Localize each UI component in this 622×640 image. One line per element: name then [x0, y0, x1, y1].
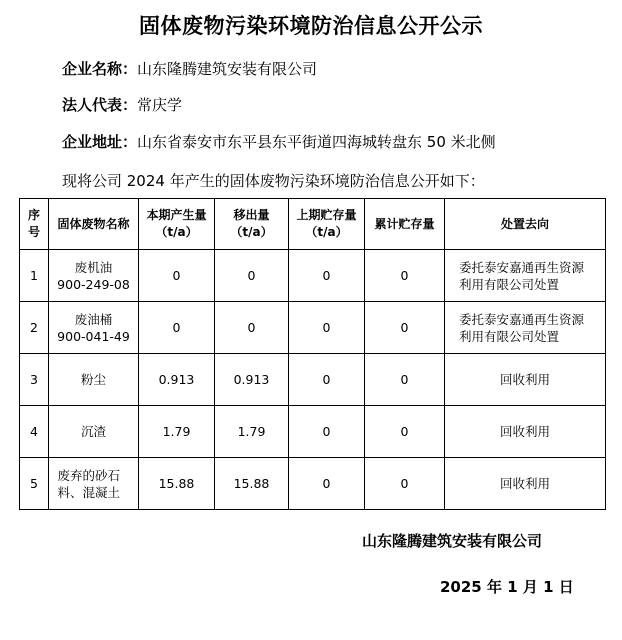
cell-transferred: 1.79: [215, 406, 289, 458]
cell-prev-stock: 0: [289, 302, 365, 354]
cell-disposal: 委托泰安嘉通再生资源利用有限公司处置: [445, 302, 606, 354]
header-seq: 序号: [20, 199, 49, 250]
cell-produced: 0.913: [139, 354, 215, 406]
header-name: 固体废物名称: [49, 199, 139, 250]
address-label: 企业地址：: [62, 133, 138, 151]
cell-cumulative-stock: 0: [365, 406, 445, 458]
table-row: [20, 354, 606, 406]
cell-cumulative-stock: 0: [365, 458, 445, 510]
header-disposal: 处置去向: [445, 199, 606, 250]
header-transferred: 移出量 （t/a）: [215, 199, 289, 250]
cell-transferred: 0: [215, 302, 289, 354]
address-line: [62, 131, 496, 152]
cell-prev-stock: 0: [289, 250, 365, 302]
company-name-line: [62, 58, 317, 79]
cell-produced: 15.88: [139, 458, 215, 510]
company-name-value: 山东隆腾建筑安装有限公司: [137, 60, 318, 78]
address-value: 山东省泰安市东平县东平街道四海城转盘东 50 米北侧: [137, 133, 496, 151]
cell-seq: 2: [20, 302, 49, 354]
waste-info-table: [19, 198, 606, 510]
header-cumulative-stock: 累计贮存量: [365, 199, 445, 250]
cell-disposal: 回收利用: [445, 458, 606, 510]
cell-name: 废油桶 900-041-49: [49, 302, 139, 354]
cell-prev-stock: 0: [289, 354, 365, 406]
cell-seq: 1: [20, 250, 49, 302]
legal-rep-value: 常庆学: [137, 96, 183, 114]
cell-transferred: 0: [215, 250, 289, 302]
cell-transferred: 15.88: [215, 458, 289, 510]
legal-rep-label: 法人代表：: [62, 96, 138, 114]
table-header-row: [20, 199, 606, 250]
table-row: [20, 250, 606, 302]
legal-rep-line: [62, 94, 182, 115]
intro-text: 现将公司 2024 年产生的固体废物污染环境防治信息公开如下：: [62, 172, 485, 190]
table-row: [20, 406, 606, 458]
cell-seq: 5: [20, 458, 49, 510]
cell-seq: 3: [20, 354, 49, 406]
company-name-label: 企业名称：: [62, 60, 138, 78]
cell-prev-stock: 0: [289, 406, 365, 458]
cell-seq: 4: [20, 406, 49, 458]
cell-name: 废弃的砂石料、混凝土: [49, 458, 139, 510]
signature-date: 2025 年 1 月 1 日: [440, 578, 574, 596]
cell-name: 沉渣: [49, 406, 139, 458]
document-title: 固体废物污染环境防治信息公开公示: [139, 14, 483, 38]
cell-name: 废机油 900-249-08: [49, 250, 139, 302]
table-row: [20, 302, 606, 354]
cell-cumulative-stock: 0: [365, 302, 445, 354]
header-produced: 本期产生量 （t/a）: [139, 199, 215, 250]
table-row: [20, 458, 606, 510]
cell-name: 粉尘: [49, 354, 139, 406]
cell-produced: 1.79: [139, 406, 215, 458]
cell-transferred: 0.913: [215, 354, 289, 406]
cell-produced: 0: [139, 302, 215, 354]
cell-produced: 0: [139, 250, 215, 302]
signature-company: 山东隆腾建筑安装有限公司: [362, 532, 543, 550]
cell-disposal: 回收利用: [445, 354, 606, 406]
cell-prev-stock: 0: [289, 458, 365, 510]
cell-cumulative-stock: 0: [365, 250, 445, 302]
header-prev-stock: 上期贮存量 （t/a）: [289, 199, 365, 250]
cell-disposal: 回收利用: [445, 406, 606, 458]
cell-disposal: 委托泰安嘉通再生资源利用有限公司处置: [445, 250, 606, 302]
cell-cumulative-stock: 0: [365, 354, 445, 406]
